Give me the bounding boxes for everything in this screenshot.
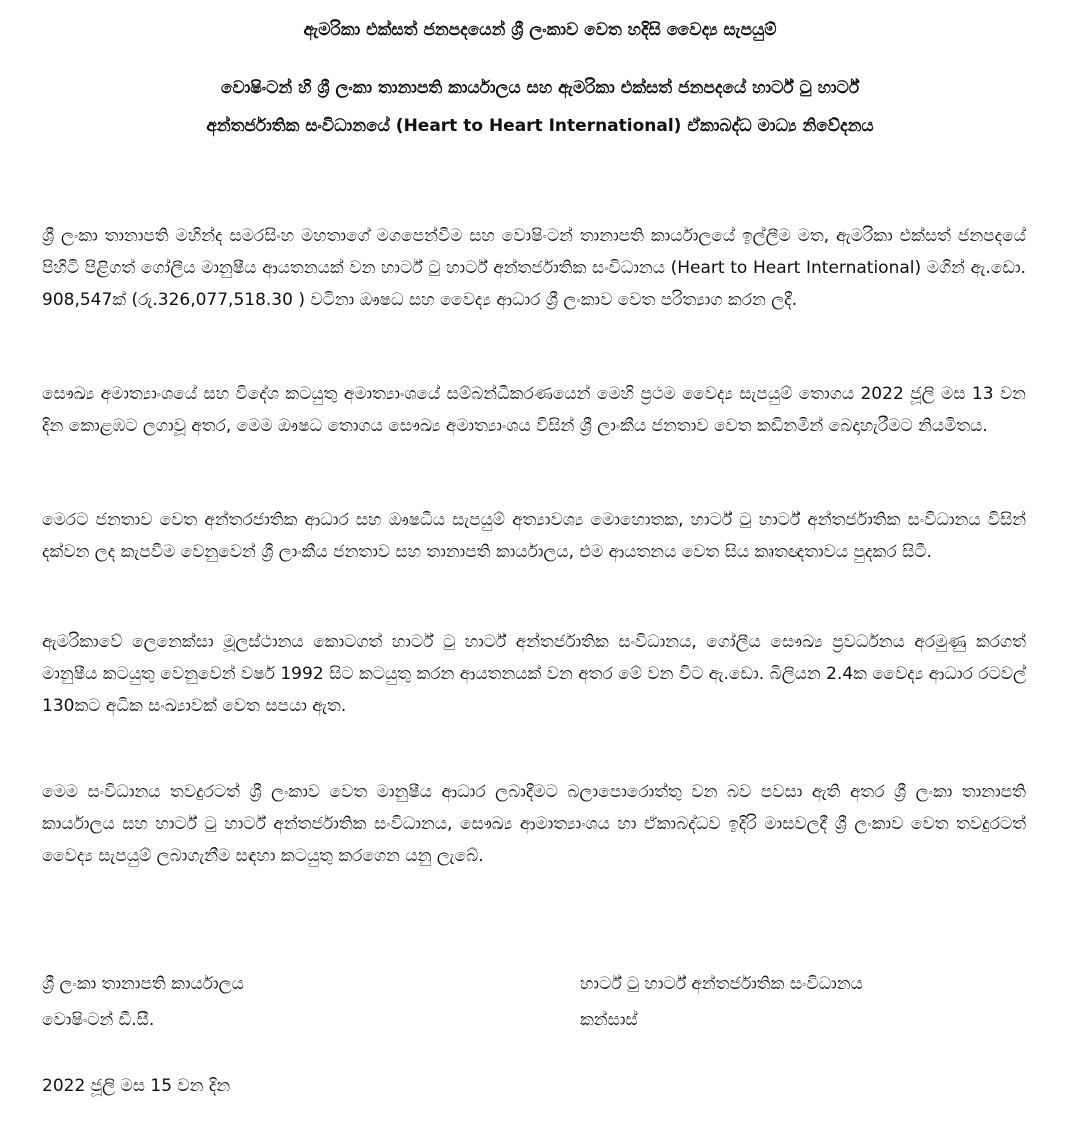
signature-embassy-location: වොෂිංටන් ඩී.සී. bbox=[42, 1010, 155, 1030]
paragraph-first-shipment: සෞඛ්‍ය අමාත්‍යාංශයේ සහ විදේශ කටයුතු අමාත්‍යාංශයේ සම්බන්ධීකරණයෙන් මෙහි ප්‍රථම වෛද්‍ය සැපයුම් තොගය 2022 ජූලි මස 13 වන දින කොළඹට ලගාවූ අතර, මෙම ඖෂධ තොගය සෞඛ්‍ය අමාත්‍යාංශය විසින් ශ්‍රී ලාංකීය ජනතාව වෙත කඩිනමින් බෙදාහැරීමට නියමිතය. bbox=[42, 384, 1026, 436]
document-subheading-line1: වොෂිංටන් හි ශ්‍රී ලංකා තානාපති කාර්යාලය සහ ඇමරිකා එක්සත් ජනපදයේ හාර්ට් ටු හාර්ට් bbox=[220, 78, 860, 98]
signature-embassy-name: ශ්‍රී ලංකා තානාපති කාර්යාලය bbox=[42, 974, 244, 994]
paragraph-organization-background: ඇමරිකාවේ ලෙනෙක්සා මූලස්ථානය කොටගත් හාර්ට් ටු හාර්ට් අන්තර්ජාතික සංවිධානය, ගෝලීය සෞඛ්‍ය ප්‍රවර්ධනය අරමුණු කරගත් මානුෂීය කටයුතු වෙනුවෙන් වර්ෂ 1992 සිට කටයුතු කරන ආයතනයක් වන අතර මේ වන විට ඇ.ඩො. බිලියන 2.4ක වෛද්‍ය ආධාර රටවල් 130කට අධික සංඛ්‍යාවක් වෙත සපයා ඇත. bbox=[42, 632, 1026, 716]
paragraph-gratitude: මෙරට ජනතාව වෙත අන්තරජාතික ආධාර සහ ඖෂධීය සැපයුම් අත්‍යාවශ්‍ය මොහොතක, හාර්ට් ටු හාර්ට් අන්තර්ජාතික සංවිධානය විසින් දක්වන ලද කැපවීම වෙනුවෙන් ශ්‍රී ලාංකීය ජනතාව සහ තානාපති කාර්යාලය, එම ආයතනය වෙත සිය කෘතඥතාවය පුදකර සිටී. bbox=[42, 510, 1026, 562]
signature-block-embassy bbox=[42, 966, 244, 1038]
document-date: 2022 ජූලි මස 15 වන දින bbox=[42, 1076, 231, 1096]
paragraph-future-assistance: මෙම සංවිධානය තවදුරටත් ශ්‍රී ලංකාව වෙත මානුෂීය ආධාර ලබාදීමට බලාපොරොත්තු වන බව පවසා ඇති අතර ශ්‍රී ලංකා තානාපති කාර්යාලය සහ හාර්ට් ටු හාර්ට් අන්තර්ජාතික සංවිධානය, සෞඛ්‍ය ආමාත්‍යාංශය හා ඒකාබද්ධව ඉදිරි මාසවලදී ශ්‍රී ලංකාව වෙත තවදුරටත් වෛද්‍ය සැපයුම් ලබාගැනීම සඳහා කටයුතු කරගෙන යනු ලැබේ. bbox=[42, 782, 1026, 866]
paragraph-donation-announcement: ශ්‍රී ලංකා තානාපති මහින්ද සමරසිංහ මහතාගේ මගපෙන්වීම සහ වොෂිංටන් තානාපති කාර්යාලයේ ඉල්ලීම මත, ඇමරිකා එක්සත් ජනපදයේ පිහිටි පිළිගත් ගෝලීය මානුෂීය ආයතනයක් වන හාර්ට් ටු හාර්ට් අන්තර්ජාතික සංවිධානය (Heart to Heart International) මගින් ඇ.ඩො. 908,547ක් (රු.326,077,518.30 ) වටිනා ඖෂධ සහ වෛද්‍ය ආධාර ශ්‍රී ලංකාව වෙත පරිත්‍යාග කරන ලදී. bbox=[42, 226, 1026, 310]
signature-organization-name: හාර්ට් ටු හාර්ට් අන්තර්ජාතික සංවිධානය bbox=[580, 974, 863, 994]
document-subheading-line2: අන්තර්ජාතික සංවිධානයේ (Heart to Heart International) ඒකාබද්ධ මාධ්‍ය නිවේදනය bbox=[206, 116, 874, 136]
signature-block-organization bbox=[580, 966, 863, 1038]
document-heading: ඇමරිකා එක්සත් ජනපදයෙන් ශ්‍රී ලංකාව වෙත හදිසි වෛද්‍ය සැපයුම් bbox=[303, 20, 777, 40]
signature-organization-location: කන්සාස් bbox=[580, 1010, 638, 1030]
